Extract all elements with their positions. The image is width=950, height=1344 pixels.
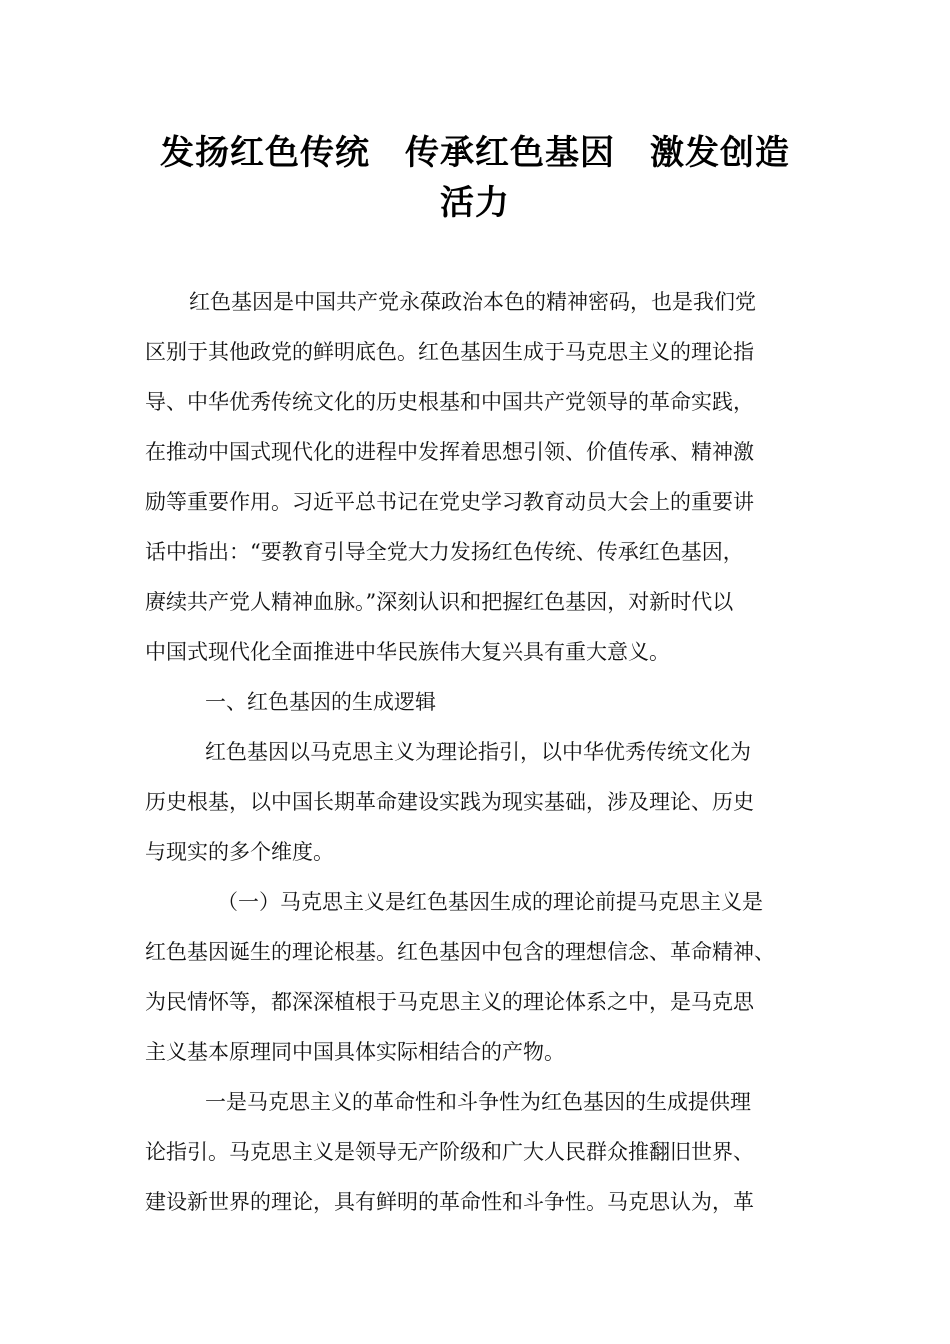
paragraph-line: 历史根基，以中国长期革命建设实践为现实基础，涉及理论、历史 (145, 790, 754, 814)
paragraph-line: 在推动中国式现代化的进程中发挥着思想引领、价值传承、精神激 (145, 440, 754, 464)
paragraph-line: 与现实的多个维度。 (145, 840, 334, 864)
paragraph-line: 红色基因以马克思主义为理论指引，以中华优秀传统文化为 (205, 740, 751, 764)
paragraph-line: 一是马克思主义的革命性和斗争性为红色基因的生成提供理 (205, 1090, 751, 1114)
document-title (140, 128, 810, 228)
paragraph-line: 论指引。马克思主义是领导无产阶级和广大人民群众推翻旧世界、 (145, 1140, 754, 1164)
paragraph-line: 红色基因诞生的理论根基。红色基因中包含的理想信念、革命精神、 (145, 940, 775, 964)
paragraph-line: 区别于其他政党的鲜明底色。红色基因生成于马克思主义的理论指 (145, 340, 754, 364)
paragraph-line: 主义基本原理同中国具体实际相结合的产物。 (145, 1040, 565, 1064)
section-heading: 一、红色基因的生成逻辑 (205, 690, 436, 714)
paragraph-line: 励等重要作用。习近平总书记在党史学习教育动员大会上的重要讲 (145, 490, 754, 514)
paragraph-line: 赓续共产党人精神血脉。”深刻认识和把握红色基因，对新时代以 (145, 590, 734, 614)
title-line: 活力 (440, 183, 510, 223)
paragraph-line: 建设新世界的理论，具有鲜明的革命性和斗争性。马克思认为，革 (145, 1190, 754, 1214)
paragraph-line: 导、中华优秀传统文化的历史根基和中国共产党领导的革命实践， (145, 390, 754, 414)
title-line: 发扬红色传统 传承红色基因 激发创造 (160, 133, 790, 173)
subsection-heading: （一）马克思主义是红色基因生成的理论前提马克思主义是 (217, 890, 763, 914)
document-body (145, 283, 810, 1233)
paragraph-line: 中国式现代化全面推进中华民族伟大复兴具有重大意义。 (145, 640, 670, 664)
paragraph-line: 话中指出：“要教育引导全党大力发扬红色传统、传承红色基因， (145, 540, 744, 564)
paragraph-line: 为民情怀等，都深深植根于马克思主义的理论体系之中，是马克思 (145, 990, 754, 1014)
paragraph-line: 红色基因是中国共产党永葆政治本色的精神密码，也是我们党 (189, 290, 756, 314)
